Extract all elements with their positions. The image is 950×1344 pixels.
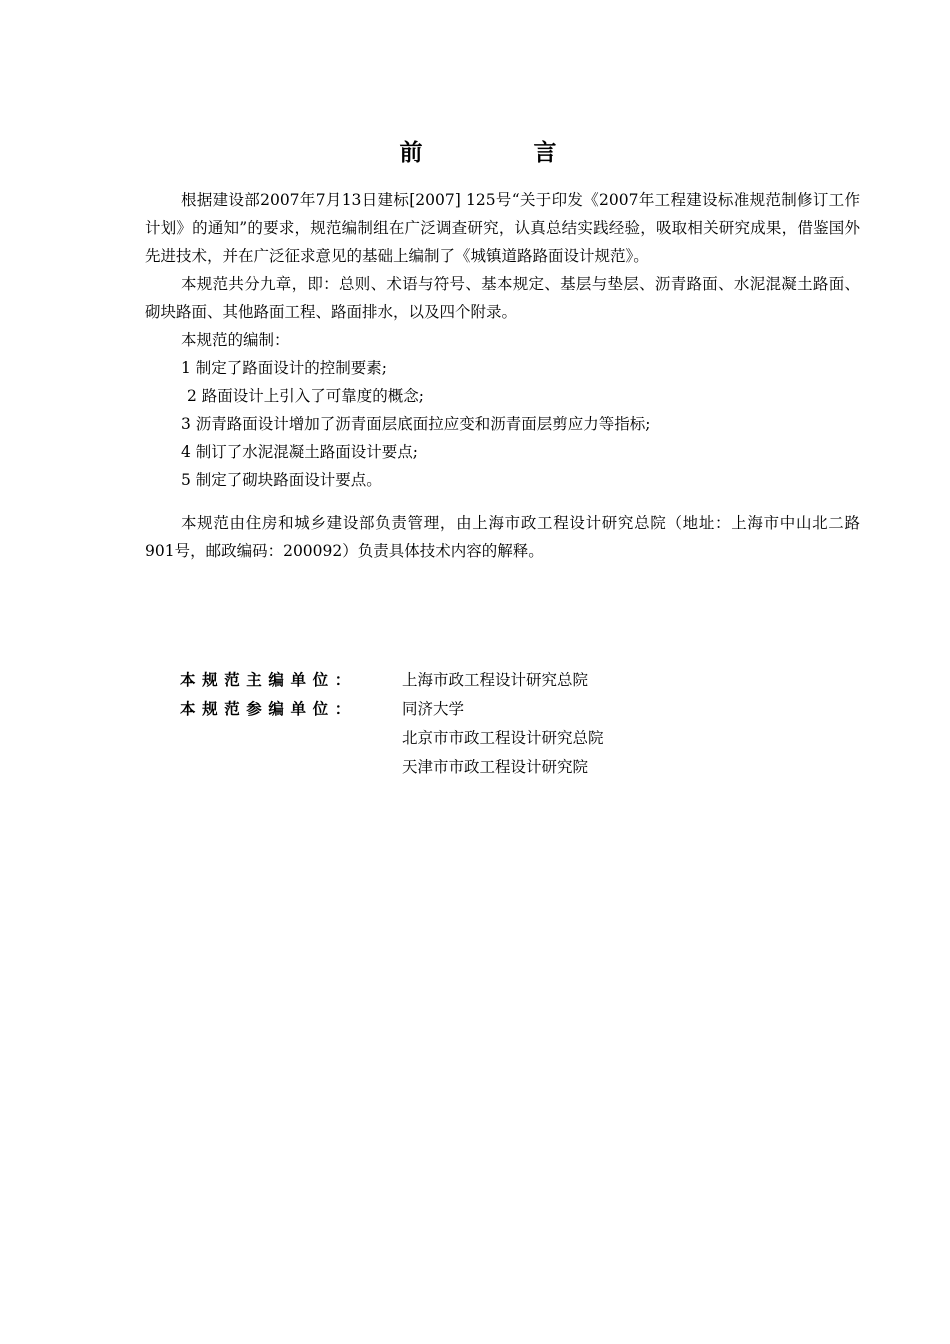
participant-unit-label: 本规范参编单位： [180,700,357,718]
participant-unit-row [180,753,860,782]
list-item: 1 制定了路面设计的控制要素; [181,359,388,377]
participant-unit-name: 同济大学 [402,700,465,718]
editorial-units [180,666,860,782]
list-item: 3 沥青路面设计增加了沥青面层底面拉应变和沥青面层剪应力等指标; [181,415,651,433]
management-paragraph: 本规范由住房和城乡建设部负责管理，由上海市政工程设计研究总院（地址：上海市中山北二路901号，邮政编码：200092）负责具体技术内容的解释。 [145,514,860,560]
chief-unit-name: 上海市政工程设计研究总院 [402,671,589,689]
document-body [145,186,860,565]
chapters-paragraph: 本规范共分九章，即：总则、术语与符号、基本规定、基层与垫层、沥青路面、水泥混凝土路面、砌块路面、其他路面工程、路面排水，以及四个附录。 [145,275,860,321]
participant-unit-name: 北京市市政工程设计研究总院 [402,729,604,747]
participant-unit-row [180,724,860,753]
list-item: 4 制订了水泥混凝土路面设计要点; [181,443,419,461]
compilation-heading: 本规范的编制： [181,331,290,349]
spacer [145,494,860,509]
chief-unit-row [180,666,860,695]
intro-paragraph: 根据建设部2007年7月13日建标[2007] 125号“关于印发《2007年工程建设标准规范制修订工作计划》的通知”的要求，规范编制组在广泛调查研究，认真总结实践经验，吸取相关研究成果，借鉴国外先进技术，并在广泛征求意见的基础上编制了《城镇道路路面设计规范》。 [145,191,860,265]
list-item: 5 制定了砌块路面设计要点。 [181,471,382,489]
page-title: 前 言 [399,140,601,166]
list-item: 2 路面设计上引入了可靠度的概念; [187,387,425,405]
participant-unit-row [180,695,860,724]
participant-unit-name: 天津市市政工程设计研究院 [402,758,589,776]
compilation-list [145,354,860,494]
chief-unit-label: 本规范主编单位： [180,671,357,689]
